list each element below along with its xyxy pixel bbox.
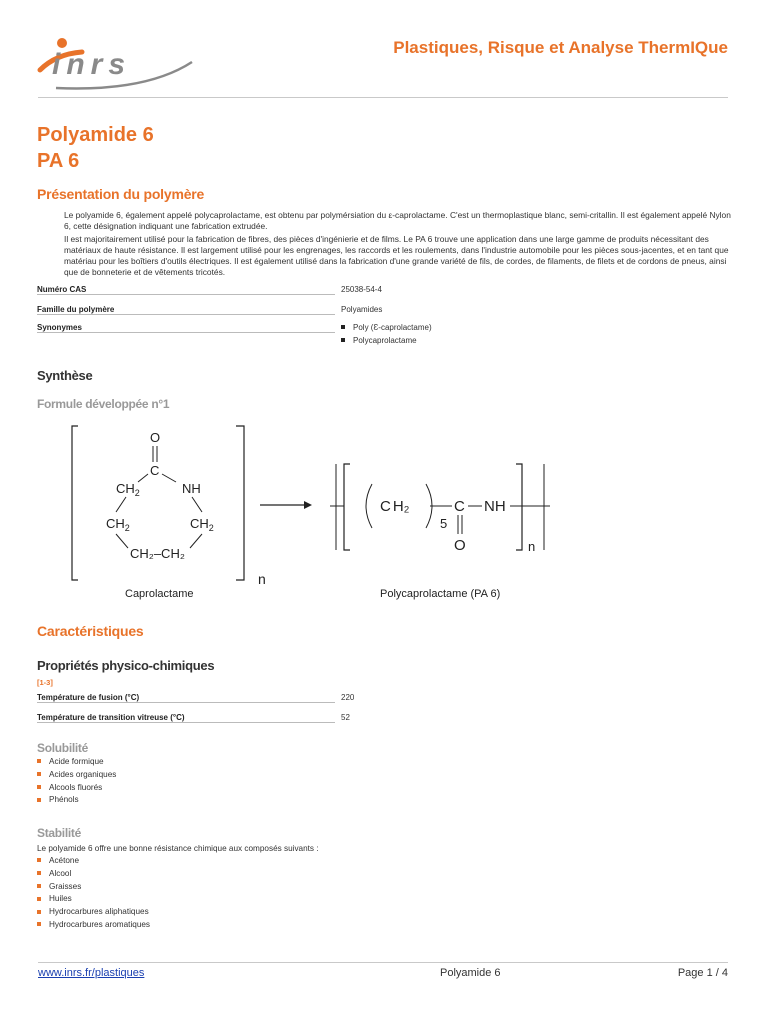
bond [162, 474, 176, 482]
list-item: Alcools fluorés [37, 782, 116, 795]
fusion-value: 220 [341, 693, 355, 702]
list-item: Alcool [37, 868, 150, 881]
chain-ch2: C H₂ [380, 498, 410, 515]
bracket-right-open [344, 464, 350, 550]
header-title: Plastiques, Risque et Analyse ThermIQue [393, 38, 728, 57]
leader-line [37, 294, 335, 295]
fusion-row [37, 693, 557, 705]
list-item: Poly (Ɛ-caprolactame) [341, 321, 432, 334]
list-item: Acide formique [37, 756, 116, 769]
header-divider [38, 97, 728, 98]
chain-o: O [454, 537, 466, 554]
transition-label: Température de transition vitreuse (°C) [37, 713, 185, 722]
chain-c: C [454, 498, 465, 515]
caption-caprolactame: Caprolactame [125, 588, 194, 600]
chain-nh: NH [484, 498, 506, 515]
list-item: Huiles [37, 893, 150, 906]
atom-ch2: $CH_2$ [106, 516, 130, 533]
footer-divider [38, 962, 728, 963]
family-value: Polyamides [341, 305, 383, 314]
list-item: Hydrocarbures aliphatiques [37, 906, 150, 919]
leader-line [37, 702, 335, 703]
family-row [37, 305, 557, 317]
solubilite-heading: Solubilité [37, 741, 89, 755]
bond [138, 474, 148, 482]
solubilite-list [37, 756, 116, 807]
presentation-paragraph-1: Le polyamide 6, également appelé polycaprolactame, est obtenu par polymérsiation du ε-caprolactame. C'est un thermoplastique blanc, semi-critallin. Il est également appelé Nylon 6, cette désignation indiquant une fabrication extrudée. [64, 210, 731, 231]
logo-wordmark: inrs [52, 48, 132, 81]
list-item: Phénols [37, 794, 116, 807]
structural-formula [60, 420, 560, 610]
bracket-left-open [72, 426, 78, 580]
arrowhead [304, 501, 312, 509]
synthese-heading: Synthèse [37, 368, 93, 383]
footer-link[interactable]: www.inrs.fr/plastiques [38, 967, 145, 979]
bracket-right-close [516, 464, 522, 550]
reference-link[interactable]: [1-3] [37, 678, 53, 687]
leader-line [37, 332, 335, 333]
presentation-paragraph-2: Il est majoritairement utilisé pour la fabrication de fibres, des pièces d'ingénierie et de films. Le PA 6 trouve une application dans une large gamme de produits nécessitant des matériaux de haute résistance. Il est largement utilisé pour les engrenages, les raccords et les roulements, dans l'industrie automobile pour les pièces sous-jacentes, et en tant que matériau pour les boîtiers d'outils électriques. Il est également utilisé dans la fabrication d'une grande variété de fils, de cordes, de filaments, de filets et de cordons de pneus, ainsi que de bonneterie et de vêtements tricotés. [64, 234, 729, 277]
transition-row [37, 713, 557, 725]
caption-polycaprolactame: Polycaprolactame (PA 6) [380, 588, 501, 600]
caracteristiques-heading: Caractéristiques [37, 623, 144, 639]
physico-heading: Propriétés physico-chimiques [37, 658, 215, 673]
atom-ch2: $CH_2$ [190, 516, 214, 533]
bond [192, 497, 202, 512]
bracket-left-close [236, 426, 244, 580]
family-label: Famille du polymère [37, 305, 115, 314]
stabilite-list [37, 855, 150, 932]
synonyms-list [341, 321, 432, 347]
repeat-n-right: n [528, 539, 536, 554]
leader-line [37, 314, 335, 315]
atom-o: O [150, 430, 161, 445]
stabilite-intro: Le polyamide 6 offre une bonne résistance chimique aux composés suivants : [37, 844, 319, 853]
list-item: Hydrocarbures aromatiques [37, 919, 150, 932]
bond [116, 534, 128, 548]
atom-ch2: $CH_2$ [116, 481, 140, 498]
atom-nh: NH [182, 481, 201, 496]
list-item: Acides organiques [37, 769, 116, 782]
repeat-n-left: n [258, 571, 266, 587]
inrs-logo[interactable] [36, 34, 196, 94]
list-item: Acétone [37, 855, 150, 868]
bond [190, 534, 202, 548]
page-subtitle: PA 6 [37, 150, 80, 172]
cas-value: 25038-54-4 [341, 285, 382, 294]
synonyms-label: Synonymes [37, 323, 82, 332]
synonyms-row [37, 323, 557, 335]
list-item: Polycaprolactame [341, 334, 432, 347]
page-number: Page 1 / 4 [677, 967, 728, 979]
presentation-heading: Présentation du polymère [37, 186, 205, 202]
leader-line [37, 722, 335, 723]
repeat-5: 5 [440, 516, 448, 531]
atom-c: C [150, 463, 160, 478]
atom-ch2-ch2: CH₂–CH₂ [130, 546, 185, 561]
footer-doc-name: Polyamide 6 [440, 967, 501, 979]
page-title: Polyamide 6 [37, 124, 154, 146]
logo-dot [57, 38, 67, 48]
transition-value: 52 [341, 713, 350, 722]
list-item: Graisses [37, 881, 150, 894]
cas-row [37, 285, 557, 297]
stabilite-heading: Stabilité [37, 826, 81, 840]
formula-heading: Formule développée n°1 [37, 397, 170, 411]
bond [116, 497, 126, 512]
paren-open [366, 484, 372, 528]
cas-label: Numéro CAS [37, 285, 87, 294]
fusion-label: Température de fusion (°C) [37, 693, 140, 702]
